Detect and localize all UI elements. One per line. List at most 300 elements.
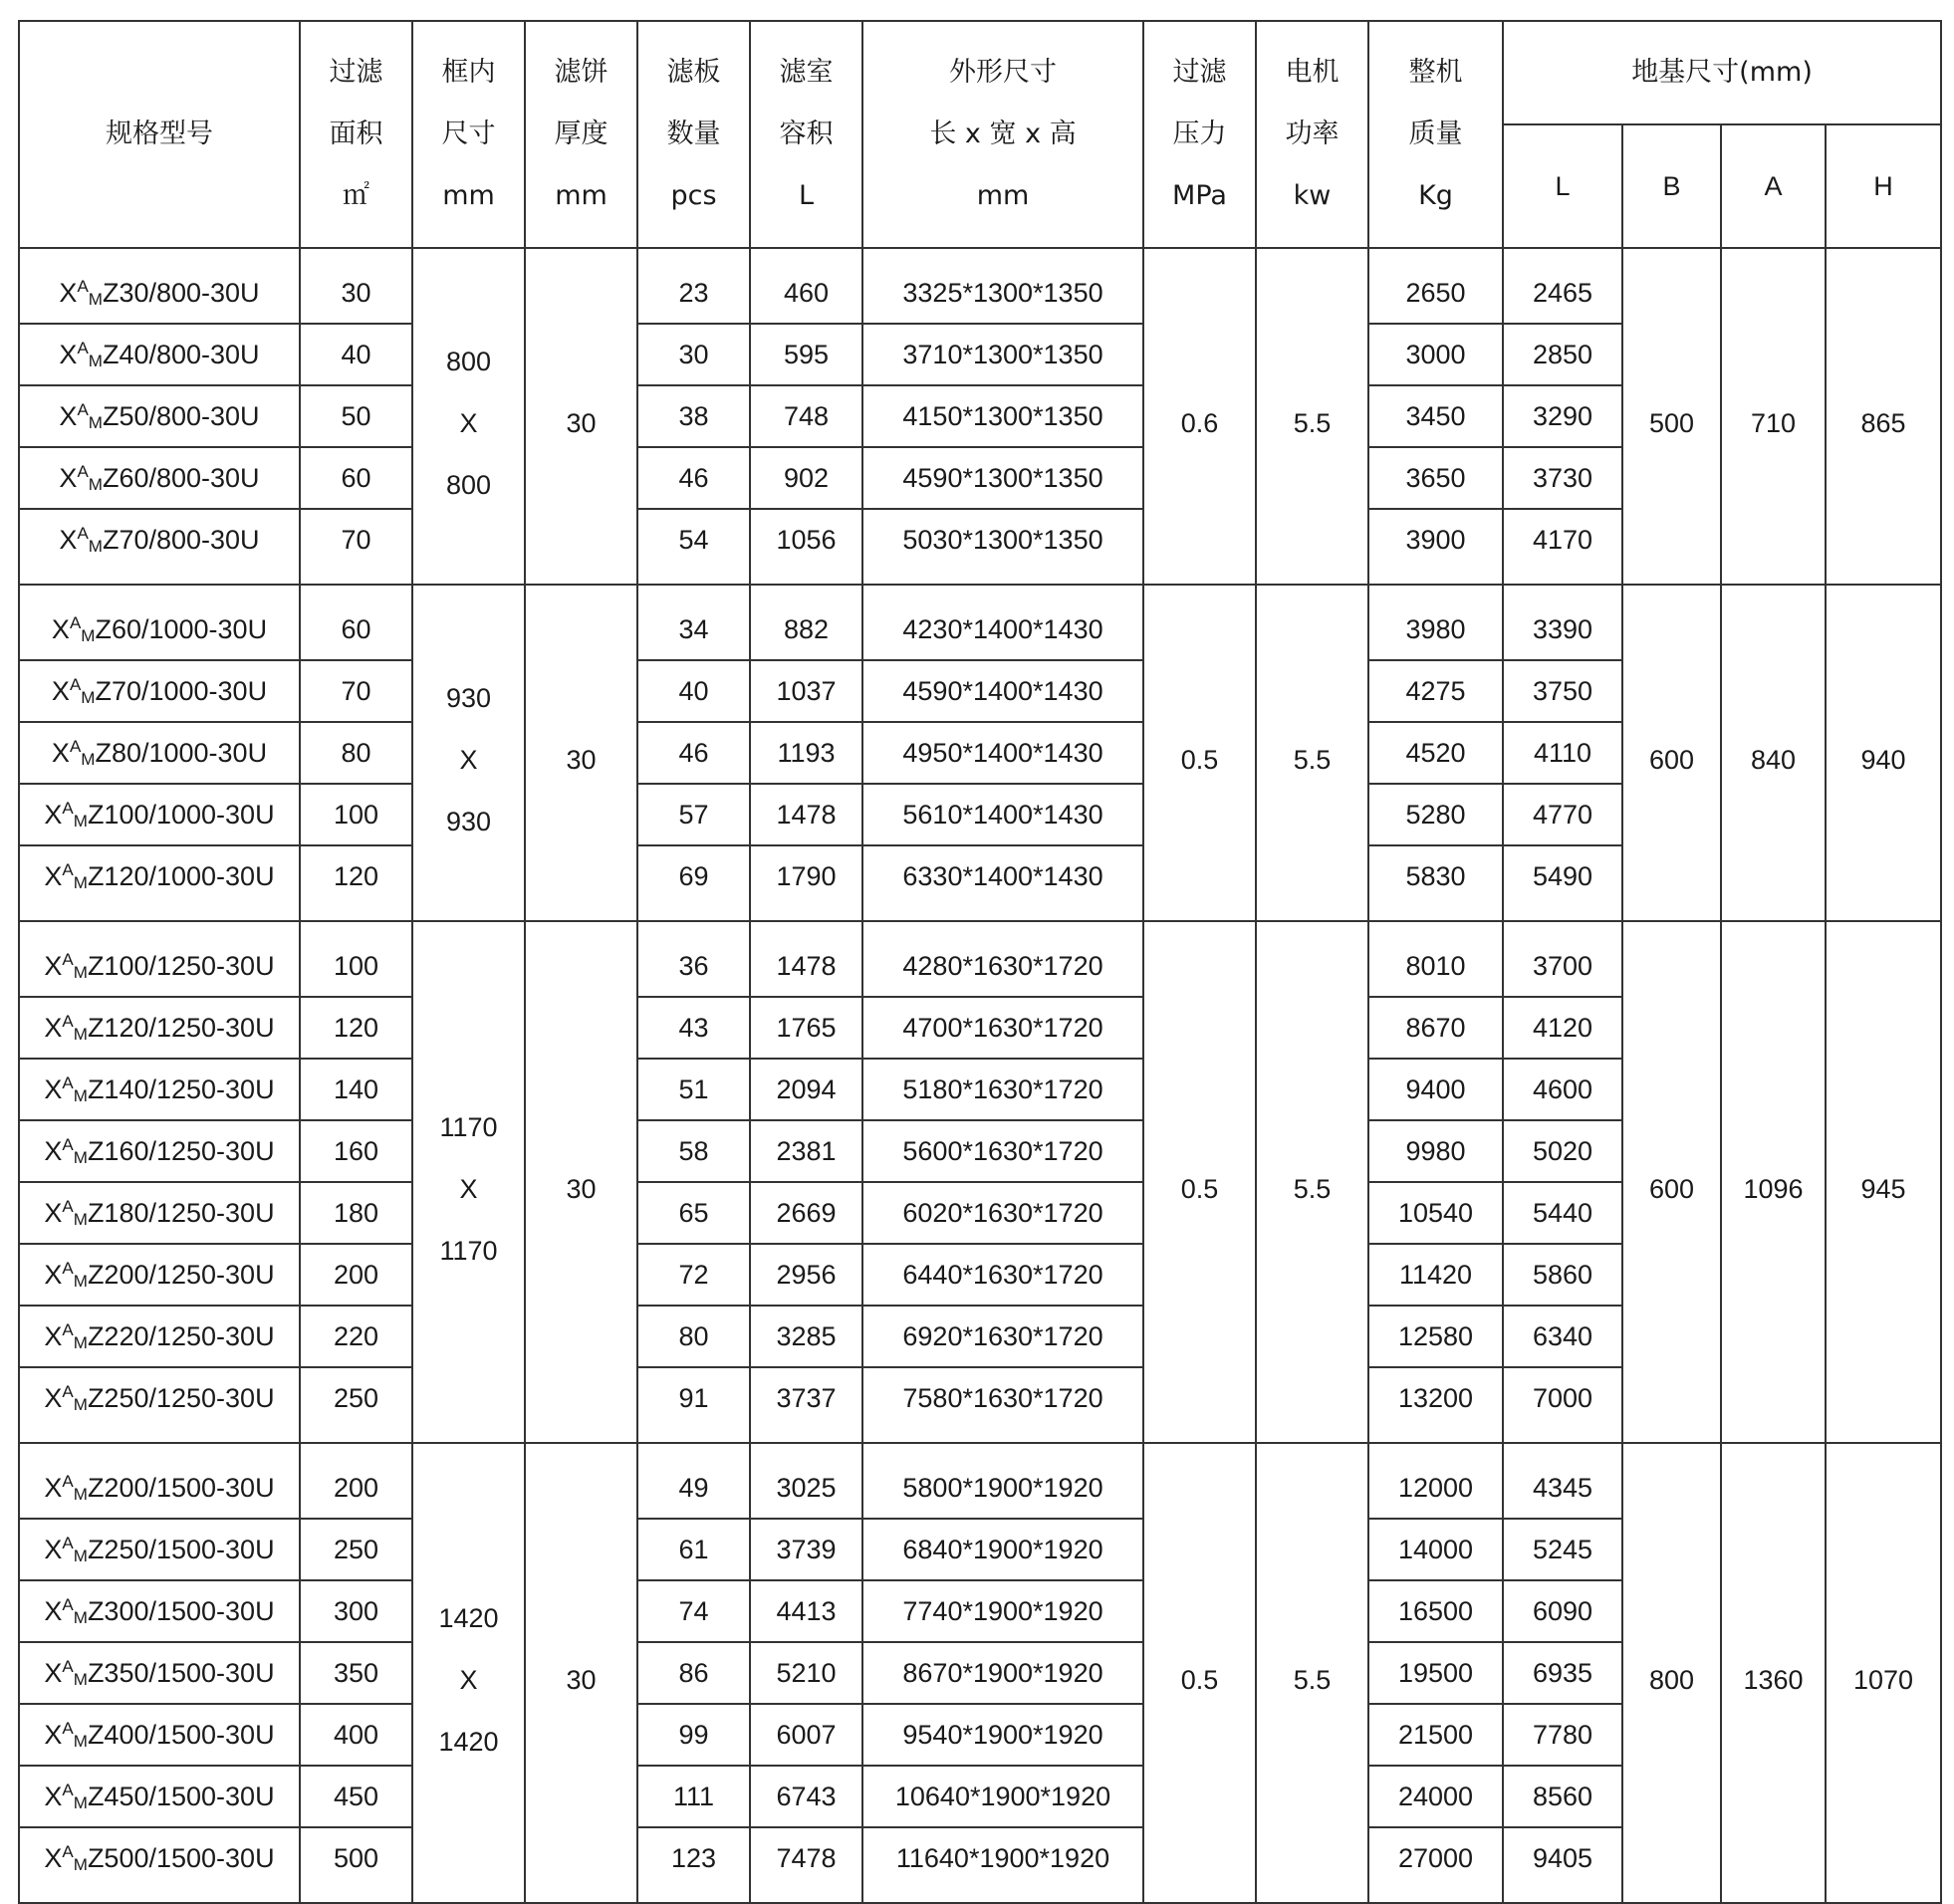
model-subscript: M: [73, 1669, 88, 1689]
plate-count-cell: 99: [637, 1704, 750, 1766]
model-superscript: A: [69, 736, 82, 756]
dimensions-cell: 7580*1630*1720: [862, 1367, 1143, 1443]
model-prefix: X: [44, 950, 63, 981]
model-subscript: M: [73, 1271, 88, 1291]
area-cell: 160: [300, 1120, 412, 1182]
chamber-volume-cell: 1478: [750, 921, 862, 997]
plate-count-cell: 123: [637, 1827, 750, 1903]
frame-size-line: 1170: [439, 1112, 498, 1142]
model-cell: [19, 997, 300, 1059]
area-cell: 200: [300, 1244, 412, 1306]
chamber-volume-cell: 1056: [750, 509, 862, 585]
motor-power-cell: 5.5: [1256, 1443, 1368, 1903]
header-cake: 滤饼 厚度 mm: [525, 21, 637, 248]
dimensions-cell: 9540*1900*1920: [862, 1704, 1143, 1766]
chamber-volume-cell: 3739: [750, 1519, 862, 1580]
header-weight: 整机 质量 Kg: [1368, 21, 1503, 248]
spec-table: [18, 20, 1942, 1904]
model-cell: [19, 385, 300, 447]
chamber-volume-cell: 2669: [750, 1182, 862, 1244]
model-suffix: Z80/1000-30U: [95, 737, 268, 768]
model-name: [44, 800, 274, 830]
weight-cell: 4520: [1368, 722, 1503, 784]
plate-count-cell: 54: [637, 509, 750, 585]
model-name: [44, 1473, 274, 1503]
model-subscript: M: [73, 1394, 88, 1414]
chamber-volume-cell: 1790: [750, 845, 862, 921]
area-cell: 220: [300, 1306, 412, 1367]
plate-count-cell: 86: [637, 1642, 750, 1704]
weight-cell: 3000: [1368, 324, 1503, 385]
model-suffix: Z350/1500-30U: [87, 1657, 275, 1688]
model-prefix: X: [44, 1073, 63, 1104]
area-cell: 180: [300, 1182, 412, 1244]
dimensions-cell: 6020*1630*1720: [862, 1182, 1143, 1244]
chamber-volume-cell: 902: [750, 447, 862, 509]
pressure-cell: 0.5: [1143, 921, 1256, 1443]
weight-cell: 9400: [1368, 1059, 1503, 1120]
frame-size-cell: [412, 248, 525, 585]
foundation-a-cell: 840: [1721, 585, 1826, 921]
header-motor: 电机 功率 kw: [1256, 21, 1368, 248]
cake-thickness-cell: 30: [525, 921, 637, 1443]
model-name: [59, 340, 259, 369]
dimensions-cell: 4280*1630*1720: [862, 921, 1143, 997]
model-suffix: Z500/1500-30U: [87, 1842, 275, 1873]
model-suffix: Z200/1500-30U: [87, 1472, 275, 1503]
frame-size-line: X: [459, 745, 478, 775]
plate-count-cell: 23: [637, 248, 750, 324]
model-cell: [19, 1580, 300, 1642]
foundation-l-cell: 3750: [1503, 660, 1622, 722]
header-plates: 滤板 数量 pcs: [637, 21, 750, 248]
weight-cell: 4275: [1368, 660, 1503, 722]
plate-count-cell: 51: [637, 1059, 750, 1120]
model-name: [44, 1596, 274, 1626]
chamber-volume-cell: 6743: [750, 1766, 862, 1827]
plate-count-cell: 61: [637, 1519, 750, 1580]
chamber-volume-cell: 7478: [750, 1827, 862, 1903]
model-superscript: A: [62, 859, 74, 879]
table-row: [19, 1443, 1941, 1519]
chamber-volume-cell: 6007: [750, 1704, 862, 1766]
model-cell: [19, 845, 300, 921]
header-foundation-b: B: [1622, 124, 1721, 248]
model-subscript: M: [88, 351, 103, 370]
model-prefix: X: [59, 462, 78, 493]
pressure-cell: 0.5: [1143, 1443, 1256, 1903]
model-prefix: X: [44, 799, 63, 830]
frame-size-line: 1170: [439, 1236, 498, 1266]
chamber-volume-cell: 5210: [750, 1642, 862, 1704]
header-foundation-a: A: [1721, 124, 1826, 248]
model-superscript: A: [62, 1258, 74, 1278]
weight-cell: 2650: [1368, 248, 1503, 324]
area-cell: 50: [300, 385, 412, 447]
model-suffix: Z120/1000-30U: [87, 860, 275, 891]
model-superscript: A: [62, 1319, 74, 1339]
foundation-l-cell: 7780: [1503, 1704, 1622, 1766]
dimensions-cell: 4950*1400*1430: [862, 722, 1143, 784]
model-prefix: X: [44, 1259, 63, 1290]
frame-size-line: 1420: [438, 1727, 499, 1757]
dimensions-cell: 4590*1400*1430: [862, 660, 1143, 722]
weight-cell: 8010: [1368, 921, 1503, 997]
foundation-l-cell: 6090: [1503, 1580, 1622, 1642]
model-superscript: A: [62, 1011, 74, 1031]
motor-power-cell: 5.5: [1256, 248, 1368, 585]
weight-cell: 5280: [1368, 784, 1503, 845]
chamber-volume-cell: 1765: [750, 997, 862, 1059]
foundation-l-cell: 5860: [1503, 1244, 1622, 1306]
model-suffix: Z120/1250-30U: [87, 1012, 275, 1043]
model-subscript: M: [81, 625, 96, 645]
model-suffix: Z400/1500-30U: [87, 1719, 275, 1750]
chamber-volume-cell: 595: [750, 324, 862, 385]
model-cell: [19, 1827, 300, 1903]
model-suffix: Z250/1500-30U: [87, 1534, 275, 1564]
area-cell: 30: [300, 248, 412, 324]
weight-cell: 27000: [1368, 1827, 1503, 1903]
chamber-volume-cell: 1478: [750, 784, 862, 845]
plate-count-cell: 80: [637, 1306, 750, 1367]
foundation-l-cell: 3290: [1503, 385, 1622, 447]
model-name: [44, 1013, 274, 1043]
table-row: [19, 585, 1941, 660]
foundation-l-cell: 3390: [1503, 585, 1622, 660]
header-dimensions: 外形尺寸 长 x 宽 x 高 mm: [862, 21, 1143, 248]
plate-count-cell: 38: [637, 385, 750, 447]
area-cell: 80: [300, 722, 412, 784]
area-cell: 450: [300, 1766, 412, 1827]
model-subscript: M: [73, 811, 88, 831]
foundation-l-cell: 5440: [1503, 1182, 1622, 1244]
model-name: [59, 463, 259, 493]
plate-count-cell: 36: [637, 921, 750, 997]
area-cell: 400: [300, 1704, 412, 1766]
area-cell: 250: [300, 1519, 412, 1580]
model-cell: [19, 509, 300, 585]
frame-size-cell: [412, 921, 525, 1443]
model-superscript: A: [69, 612, 82, 632]
model-prefix: X: [44, 860, 63, 891]
model-name: [44, 1383, 274, 1413]
foundation-h-cell: 945: [1826, 921, 1941, 1443]
model-suffix: Z140/1250-30U: [87, 1073, 275, 1104]
pressure-cell: 0.6: [1143, 248, 1256, 585]
model-suffix: Z100/1000-30U: [87, 799, 275, 830]
plate-count-cell: 58: [637, 1120, 750, 1182]
chamber-volume-cell: 2956: [750, 1244, 862, 1306]
foundation-l-cell: 6340: [1503, 1306, 1622, 1367]
foundation-b-cell: 600: [1622, 921, 1721, 1443]
dimensions-cell: 6440*1630*1720: [862, 1244, 1143, 1306]
model-name: [44, 861, 274, 891]
weight-cell: 5830: [1368, 845, 1503, 921]
model-superscript: A: [62, 1841, 74, 1861]
plate-count-cell: 72: [637, 1244, 750, 1306]
model-superscript: A: [62, 798, 74, 818]
weight-cell: 14000: [1368, 1519, 1503, 1580]
model-subscript: M: [73, 1854, 88, 1874]
model-suffix: Z300/1500-30U: [87, 1595, 275, 1626]
dimensions-cell: 5180*1630*1720: [862, 1059, 1143, 1120]
model-subscript: M: [73, 1546, 88, 1565]
foundation-l-cell: 5245: [1503, 1519, 1622, 1580]
model-subscript: M: [73, 1024, 88, 1044]
model-superscript: A: [77, 276, 89, 296]
model-name: [59, 401, 259, 431]
dimensions-cell: 4150*1300*1350: [862, 385, 1143, 447]
frame-size-line: 800: [445, 347, 492, 376]
plate-count-cell: 111: [637, 1766, 750, 1827]
header-chamber: 滤室 容积 L: [750, 21, 862, 248]
chamber-volume-cell: 4413: [750, 1580, 862, 1642]
area-cell: 120: [300, 997, 412, 1059]
model-suffix: Z180/1250-30U: [87, 1197, 275, 1228]
model-name: [44, 1782, 274, 1811]
model-subscript: M: [88, 474, 103, 494]
plate-count-cell: 49: [637, 1443, 750, 1519]
model-cell: [19, 1367, 300, 1443]
model-subscript: M: [73, 1332, 88, 1352]
model-superscript: A: [62, 1656, 74, 1676]
foundation-a-cell: 1096: [1721, 921, 1826, 1443]
frame-size-line: 930: [445, 683, 492, 713]
plate-count-cell: 57: [637, 784, 750, 845]
plate-count-cell: 65: [637, 1182, 750, 1244]
foundation-l-cell: 2465: [1503, 248, 1622, 324]
model-superscript: A: [77, 461, 89, 481]
model-name: [59, 278, 259, 308]
weight-cell: 3980: [1368, 585, 1503, 660]
weight-cell: 21500: [1368, 1704, 1503, 1766]
area-cell: 70: [300, 660, 412, 722]
chamber-volume-cell: 1193: [750, 722, 862, 784]
chamber-volume-cell: 748: [750, 385, 862, 447]
dimensions-cell: 4590*1300*1350: [862, 447, 1143, 509]
frame-size-line: 930: [445, 807, 492, 836]
cake-thickness-cell: 30: [525, 1443, 637, 1903]
table-body: [19, 21, 1941, 1903]
model-suffix: Z30/800-30U: [102, 277, 260, 308]
model-cell: [19, 1120, 300, 1182]
foundation-l-cell: 4770: [1503, 784, 1622, 845]
chamber-volume-cell: 3737: [750, 1367, 862, 1443]
model-prefix: X: [44, 1012, 63, 1043]
model-cell: [19, 324, 300, 385]
model-cell: [19, 248, 300, 324]
area-cell: 140: [300, 1059, 412, 1120]
model-suffix: Z70/800-30U: [102, 524, 260, 555]
area-cell: 200: [300, 1443, 412, 1519]
model-superscript: A: [69, 674, 82, 694]
dimensions-cell: 8670*1900*1920: [862, 1642, 1143, 1704]
model-subscript: M: [73, 1085, 88, 1105]
weight-cell: 12580: [1368, 1306, 1503, 1367]
model-suffix: Z100/1250-30U: [87, 950, 275, 981]
model-prefix: X: [44, 1842, 63, 1873]
weight-cell: 9980: [1368, 1120, 1503, 1182]
model-subscript: M: [73, 1792, 88, 1812]
model-prefix: X: [51, 675, 70, 706]
dimensions-cell: 5610*1400*1430: [862, 784, 1143, 845]
plate-count-cell: 34: [637, 585, 750, 660]
model-suffix: Z50/800-30U: [102, 400, 260, 431]
model-superscript: A: [62, 1533, 74, 1552]
model-superscript: A: [62, 1594, 74, 1614]
area-cell: 120: [300, 845, 412, 921]
model-name: [44, 1720, 274, 1750]
model-cell: [19, 660, 300, 722]
area-cell: 100: [300, 784, 412, 845]
plate-count-cell: 30: [637, 324, 750, 385]
chamber-volume-cell: 3025: [750, 1443, 862, 1519]
model-name: [52, 614, 267, 644]
dimensions-cell: 6330*1400*1430: [862, 845, 1143, 921]
weight-cell: 16500: [1368, 1580, 1503, 1642]
foundation-b-cell: 800: [1622, 1443, 1721, 1903]
foundation-l-cell: 5490: [1503, 845, 1622, 921]
weight-cell: 3450: [1368, 385, 1503, 447]
area-cell: 60: [300, 447, 412, 509]
model-cell: [19, 447, 300, 509]
dimensions-cell: 7740*1900*1920: [862, 1580, 1143, 1642]
model-prefix: X: [44, 1657, 63, 1688]
motor-power-cell: 5.5: [1256, 585, 1368, 921]
model-subscript: M: [88, 412, 103, 432]
dimensions-cell: 4230*1400*1430: [862, 585, 1143, 660]
dimensions-cell: 6840*1900*1920: [862, 1519, 1143, 1580]
model-superscript: A: [62, 1780, 74, 1799]
plate-count-cell: 43: [637, 997, 750, 1059]
dimensions-cell: 5800*1900*1920: [862, 1443, 1143, 1519]
model-suffix: Z60/1000-30U: [95, 613, 268, 644]
foundation-h-cell: 865: [1826, 248, 1941, 585]
foundation-l-cell: 3730: [1503, 447, 1622, 509]
dimensions-cell: 6920*1630*1720: [862, 1306, 1143, 1367]
model-superscript: A: [77, 399, 89, 419]
header-frame: 框内 尺寸 mm: [412, 21, 525, 248]
frame-size-line: 800: [445, 470, 492, 500]
plate-count-cell: 91: [637, 1367, 750, 1443]
dimensions-cell: 3710*1300*1350: [862, 324, 1143, 385]
model-name: [44, 1136, 274, 1166]
foundation-l-cell: 4170: [1503, 509, 1622, 585]
foundation-l-cell: 8560: [1503, 1766, 1622, 1827]
chamber-volume-cell: 1037: [750, 660, 862, 722]
model-name: [59, 525, 259, 555]
weight-cell: 19500: [1368, 1642, 1503, 1704]
model-subscript: M: [73, 1209, 88, 1229]
model-cell: [19, 1182, 300, 1244]
model-subscript: M: [88, 289, 103, 309]
model-name: [52, 676, 267, 706]
model-name: [44, 1198, 274, 1228]
dimensions-cell: 11640*1900*1920: [862, 1827, 1143, 1903]
model-prefix: X: [59, 400, 78, 431]
model-name: [44, 1260, 274, 1290]
header-row: [19, 21, 1941, 124]
foundation-l-cell: 4110: [1503, 722, 1622, 784]
weight-cell: 10540: [1368, 1182, 1503, 1244]
cake-thickness-cell: 30: [525, 248, 637, 585]
model-prefix: X: [44, 1534, 63, 1564]
header-area: 过滤 面积 ㎡: [300, 21, 412, 248]
plate-count-cell: 74: [637, 1580, 750, 1642]
model-subscript: M: [88, 536, 103, 556]
model-name: [44, 1321, 274, 1351]
area-cell: 60: [300, 585, 412, 660]
frame-size-line: X: [459, 1174, 478, 1204]
model-cell: [19, 1519, 300, 1580]
model-suffix: Z40/800-30U: [102, 339, 260, 369]
model-subscript: M: [73, 872, 88, 892]
model-suffix: Z70/1000-30U: [95, 675, 268, 706]
model-superscript: A: [62, 1718, 74, 1738]
foundation-l-cell: 2850: [1503, 324, 1622, 385]
pressure-cell: 0.5: [1143, 585, 1256, 921]
foundation-l-cell: 5020: [1503, 1120, 1622, 1182]
weight-cell: 8670: [1368, 997, 1503, 1059]
weight-cell: 24000: [1368, 1766, 1503, 1827]
model-prefix: X: [44, 1382, 63, 1413]
area-cell: 350: [300, 1642, 412, 1704]
model-superscript: A: [62, 949, 74, 969]
model-name: [44, 1074, 274, 1104]
model-prefix: X: [59, 524, 78, 555]
model-cell: [19, 1059, 300, 1120]
header-model: 规格型号: [19, 21, 300, 248]
model-prefix: X: [59, 339, 78, 369]
dimensions-cell: 4700*1630*1720: [862, 997, 1143, 1059]
model-prefix: X: [44, 1320, 63, 1351]
cake-thickness-cell: 30: [525, 585, 637, 921]
model-prefix: X: [44, 1781, 63, 1811]
model-prefix: X: [59, 277, 78, 308]
chamber-volume-cell: 460: [750, 248, 862, 324]
chamber-volume-cell: 3285: [750, 1306, 862, 1367]
model-cell: [19, 1642, 300, 1704]
model-prefix: X: [51, 613, 70, 644]
model-subscript: M: [73, 1731, 88, 1751]
header-foundation: 地基尺寸(mm): [1503, 21, 1941, 124]
chamber-volume-cell: 2381: [750, 1120, 862, 1182]
header-foundation-l: L: [1503, 124, 1622, 248]
model-name: [44, 1535, 274, 1564]
chamber-volume-cell: 882: [750, 585, 862, 660]
frame-size-line: X: [459, 408, 478, 438]
area-cell: 300: [300, 1580, 412, 1642]
plate-count-cell: 46: [637, 722, 750, 784]
model-suffix: Z250/1250-30U: [87, 1382, 275, 1413]
motor-power-cell: 5.5: [1256, 921, 1368, 1443]
model-superscript: A: [62, 1072, 74, 1092]
foundation-l-cell: 7000: [1503, 1367, 1622, 1443]
model-superscript: A: [62, 1381, 74, 1401]
chamber-volume-cell: 2094: [750, 1059, 862, 1120]
frame-size-cell: [412, 585, 525, 921]
model-prefix: X: [44, 1595, 63, 1626]
foundation-h-cell: 940: [1826, 585, 1941, 921]
foundation-l-cell: 4600: [1503, 1059, 1622, 1120]
model-name: [52, 738, 267, 768]
model-name: [44, 951, 274, 981]
model-prefix: X: [44, 1719, 63, 1750]
model-prefix: X: [44, 1135, 63, 1166]
foundation-l-cell: 9405: [1503, 1827, 1622, 1903]
model-cell: [19, 1306, 300, 1367]
